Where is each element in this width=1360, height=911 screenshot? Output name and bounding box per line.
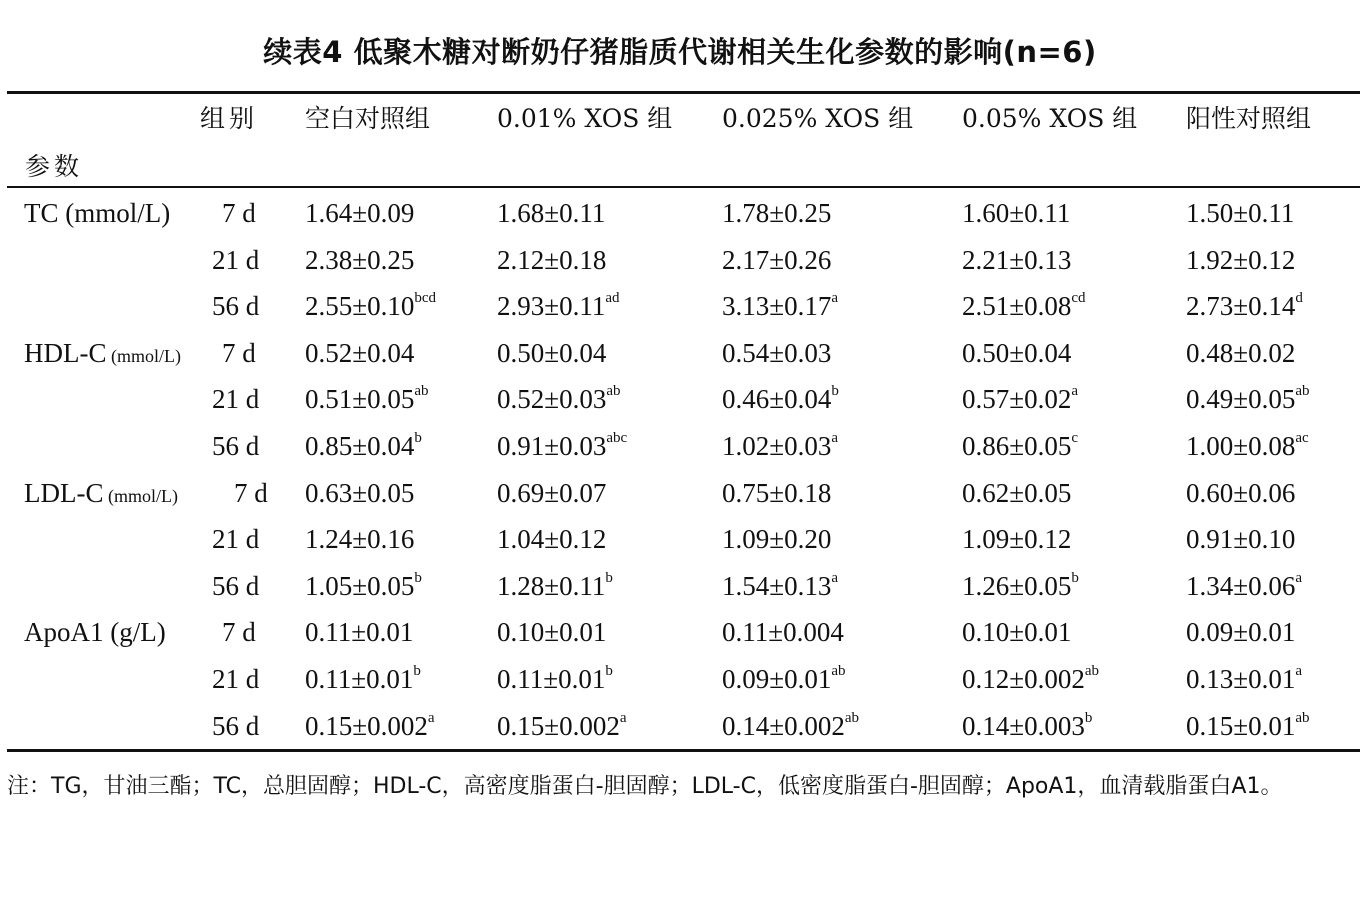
cell-value: 1.04±0.12 xyxy=(497,524,607,555)
table-cell xyxy=(305,290,436,322)
table-cell xyxy=(305,663,421,694)
cell-value: 2.12±0.18 xyxy=(497,244,607,275)
cell-value: 0.10±0.01 xyxy=(962,617,1072,648)
time-point: 21 d xyxy=(212,384,260,415)
table-cell xyxy=(305,430,422,461)
group-header-label: 组别 xyxy=(200,104,259,133)
cell-value: 0.91±0.03 xyxy=(497,431,607,461)
parameter-unit: (mmol/L) xyxy=(103,485,178,506)
table-cell xyxy=(305,383,429,415)
significance-letters: a xyxy=(427,709,435,726)
table-cell xyxy=(722,430,838,461)
significance-letters: c xyxy=(1071,430,1078,446)
table-cell xyxy=(497,619,606,646)
table-cell xyxy=(722,383,839,415)
column-header: 空白对照组 xyxy=(305,104,431,133)
cell-value: 1.28±0.11 xyxy=(497,570,606,601)
table-cell xyxy=(962,526,1071,553)
cell-value: 0.14±0.002 xyxy=(722,710,845,741)
table-cell xyxy=(1186,709,1310,741)
cell-value: 2.55±0.10 xyxy=(305,291,415,322)
table-cell xyxy=(1186,383,1310,415)
significance-letters: b xyxy=(413,663,421,679)
bottom-rule xyxy=(7,749,1360,752)
table-cell xyxy=(962,244,1072,275)
cell-value: 3.13±0.17 xyxy=(722,291,832,322)
table-cell xyxy=(962,619,1071,646)
cell-value: 0.75±0.18 xyxy=(722,477,832,508)
cell-value: 0.13±0.01 xyxy=(1186,664,1296,694)
cell-value: 1.09±0.12 xyxy=(962,524,1072,555)
significance-letters: ab xyxy=(831,663,846,679)
cell-value: 0.09±0.01 xyxy=(1186,617,1296,648)
table-cell xyxy=(497,244,607,275)
table-cell xyxy=(1186,619,1295,646)
parameter-name: HDL-C (mmol/L) xyxy=(24,337,181,368)
table-cell xyxy=(962,200,1070,227)
table-cell xyxy=(497,709,627,741)
cell-value: 1.09±0.20 xyxy=(722,524,832,555)
column-header: 0.01% XOS 组 xyxy=(497,104,673,133)
table-cell xyxy=(305,619,413,646)
significance-letters: b xyxy=(831,383,839,400)
cell-value: 0.69±0.07 xyxy=(497,477,607,508)
significance-letters: b xyxy=(1071,569,1079,586)
table-cell xyxy=(305,200,414,227)
cell-value: 0.10±0.01 xyxy=(497,617,607,648)
cell-value: 1.78±0.25 xyxy=(722,198,832,228)
table-cell xyxy=(962,663,1099,694)
table-cell xyxy=(497,383,621,415)
table-cell xyxy=(722,709,859,741)
cell-value: 0.11±0.01 xyxy=(305,617,414,648)
column-header: 0.025% XOS 组 xyxy=(722,104,914,133)
table-cell xyxy=(497,477,607,508)
cell-value: 1.60±0.11 xyxy=(962,198,1071,228)
time-point: 7 d xyxy=(234,477,268,508)
cell-value: 0.52±0.03 xyxy=(497,384,607,415)
cell-value: 0.50±0.04 xyxy=(497,337,607,368)
column-header: 0.05% XOS 组 xyxy=(962,104,1138,133)
significance-letters: ab xyxy=(414,383,429,400)
table-cell xyxy=(1186,663,1302,694)
cell-value: 0.54±0.03 xyxy=(722,337,832,368)
significance-letters: a xyxy=(1295,663,1302,679)
cell-value: 0.62±0.05 xyxy=(962,477,1072,508)
significance-letters: a xyxy=(831,290,838,307)
table-cell xyxy=(962,430,1078,461)
parameter-name: TC (mmol/L) xyxy=(24,198,171,228)
table-cell xyxy=(497,200,605,227)
table-cell xyxy=(722,200,831,227)
table-cell xyxy=(962,569,1079,601)
cell-value: 0.49±0.05 xyxy=(1186,384,1296,415)
cell-value: 1.05±0.05 xyxy=(305,570,415,601)
cell-value: 1.00±0.08 xyxy=(1186,431,1296,461)
significance-letters: b xyxy=(414,430,422,446)
table-cell xyxy=(305,337,415,368)
table-cell xyxy=(962,709,1093,741)
cell-value: 2.93±0.11 xyxy=(497,291,606,322)
cell-value: 2.17±0.26 xyxy=(722,244,832,275)
table-cell xyxy=(962,337,1072,368)
cell-value: 0.57±0.02 xyxy=(962,384,1072,415)
table-cell xyxy=(497,663,613,694)
cell-value: 1.64±0.09 xyxy=(305,198,415,228)
time-point: 56 d xyxy=(212,710,260,741)
significance-letters: a xyxy=(619,709,627,726)
cell-value: 1.50±0.11 xyxy=(1186,198,1295,228)
significance-letters: b xyxy=(605,569,613,586)
significance-letters: abc xyxy=(606,430,628,446)
table-footnote: 注：TG，甘油三酯；TC，总胆固醇；HDL-C，高密度脂蛋白-胆固醇；LDL-C，低密度脂蛋白-胆固醇；ApoA1，血清载脂蛋白A1。 xyxy=(7,774,1283,799)
table-title: 续表4 低聚木糖对断奶仔猪脂质代谢相关生化参数的影响(n=6) xyxy=(263,35,1097,69)
cell-value: 0.50±0.04 xyxy=(962,337,1072,368)
time-point: 21 d xyxy=(212,244,260,275)
cell-value: 2.73±0.14 xyxy=(1186,291,1296,322)
table-cell xyxy=(722,663,846,694)
table-cell xyxy=(1186,244,1296,275)
table-cell xyxy=(962,383,1078,415)
table-cell xyxy=(722,619,844,646)
table-cell xyxy=(1186,477,1296,508)
significance-letters: a xyxy=(831,569,838,586)
cell-value: 0.14±0.003 xyxy=(962,710,1085,741)
cell-value: 2.38±0.25 xyxy=(305,244,415,275)
significance-letters: b xyxy=(414,569,422,586)
cell-value: 0.11±0.01 xyxy=(497,664,606,694)
significance-letters: ad xyxy=(605,290,620,307)
significance-letters: ab xyxy=(1295,709,1310,726)
cell-value: 1.02±0.03 xyxy=(722,431,832,461)
time-point: 7 d xyxy=(222,337,256,368)
table-cell xyxy=(722,244,832,275)
cell-value: 0.48±0.02 xyxy=(1186,337,1296,368)
header-rule xyxy=(7,186,1360,188)
significance-letters: bcd xyxy=(414,290,436,307)
cell-value: 0.15±0.002 xyxy=(497,710,620,741)
table-cell xyxy=(722,569,838,601)
significance-letters: ab xyxy=(844,709,859,726)
significance-letters: a xyxy=(831,430,838,446)
cell-value: 0.52±0.04 xyxy=(305,337,415,368)
cell-value: 1.24±0.16 xyxy=(305,524,415,555)
table-cell xyxy=(1186,290,1303,322)
parameter-name: LDL-C (mmol/L) xyxy=(24,477,178,508)
significance-letters: ab xyxy=(606,383,621,400)
table-cell xyxy=(722,290,838,322)
cell-value: 0.86±0.05 xyxy=(962,431,1072,461)
table-cell xyxy=(962,290,1086,322)
cell-value: 0.91±0.10 xyxy=(1186,524,1296,555)
table-cell xyxy=(497,526,606,553)
cell-value: 0.15±0.01 xyxy=(1186,710,1296,741)
cell-value: 0.15±0.002 xyxy=(305,710,428,741)
table-cell xyxy=(722,337,832,368)
significance-letters: ac xyxy=(1295,430,1309,446)
significance-letters: d xyxy=(1295,290,1303,307)
table-cell xyxy=(1186,526,1295,553)
parameter-name: ApoA1 (g/L) xyxy=(24,617,166,648)
significance-letters: ab xyxy=(1295,383,1310,400)
table-cell xyxy=(1186,337,1296,368)
cell-value: 1.92±0.12 xyxy=(1186,244,1296,275)
significance-letters: a xyxy=(1071,383,1078,400)
cell-value: 0.11±0.004 xyxy=(722,617,844,648)
cell-value: 0.11±0.01 xyxy=(305,664,414,694)
cell-value: 0.46±0.04 xyxy=(722,384,832,415)
time-point: 7 d xyxy=(222,198,256,228)
cell-value: 0.51±0.05 xyxy=(305,384,415,415)
table-cell xyxy=(305,709,435,741)
significance-letters: b xyxy=(605,663,613,679)
table-cell xyxy=(305,569,422,601)
cell-value: 1.26±0.05 xyxy=(962,570,1072,601)
table-cell xyxy=(497,430,628,461)
table-cell xyxy=(722,526,831,553)
cell-value: 2.21±0.13 xyxy=(962,244,1072,275)
time-point: 7 d xyxy=(222,617,256,648)
table-cell xyxy=(497,337,607,368)
cell-value: 1.34±0.06 xyxy=(1186,570,1296,601)
time-point: 56 d xyxy=(212,570,260,601)
table-cell xyxy=(962,477,1072,508)
table-cell xyxy=(722,477,832,508)
cell-value: 2.51±0.08 xyxy=(962,291,1072,322)
time-point: 56 d xyxy=(212,291,260,322)
param-header-label: 参数 xyxy=(25,152,84,181)
cell-value: 0.63±0.05 xyxy=(305,477,415,508)
table-cell xyxy=(305,244,415,275)
parameter-unit: (mmol/L) xyxy=(106,345,181,366)
table-cell xyxy=(1186,200,1294,227)
cell-value: 1.54±0.13 xyxy=(722,570,832,601)
table-cell xyxy=(497,569,613,601)
top-rule xyxy=(7,91,1360,94)
table-cell xyxy=(1186,569,1302,601)
cell-value: 1.68±0.11 xyxy=(497,198,606,228)
table-cell xyxy=(497,290,620,322)
table-cell xyxy=(1186,430,1309,461)
significance-letters: ab xyxy=(1084,663,1099,679)
time-point: 21 d xyxy=(212,664,260,694)
cell-value: 0.60±0.06 xyxy=(1186,477,1296,508)
time-point: 56 d xyxy=(212,431,260,461)
significance-letters: cd xyxy=(1071,290,1086,307)
significance-letters: a xyxy=(1295,569,1302,586)
significance-letters: b xyxy=(1084,709,1093,726)
table-cell xyxy=(305,477,415,508)
cell-value: 0.85±0.04 xyxy=(305,431,415,461)
cell-value: 0.09±0.01 xyxy=(722,664,832,694)
cell-value: 0.12±0.002 xyxy=(962,664,1085,694)
column-header: 阳性对照组 xyxy=(1186,104,1312,133)
table-cell xyxy=(305,526,414,553)
time-point: 21 d xyxy=(212,524,260,555)
